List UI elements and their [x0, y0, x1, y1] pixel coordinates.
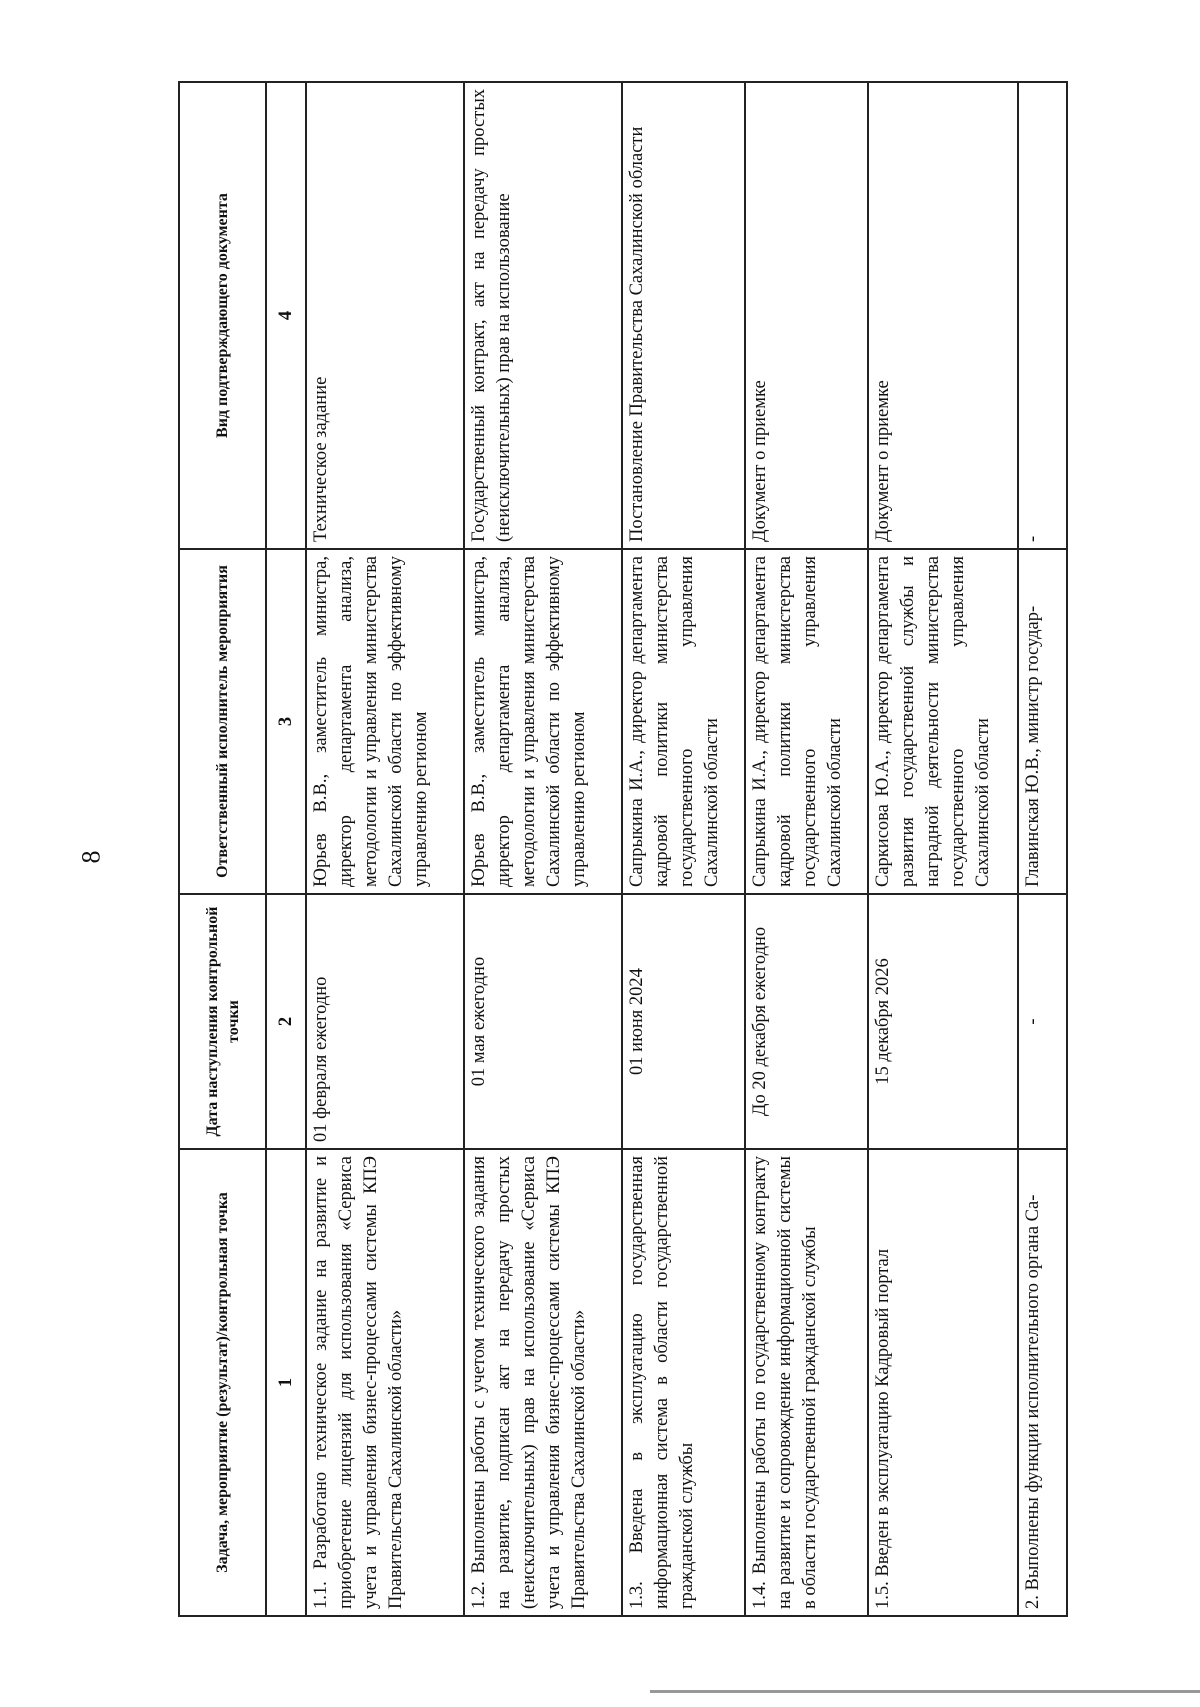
column-number: 3 [266, 549, 306, 894]
table-row [306, 82, 464, 1616]
date-cell: 01 мая ежегодно [464, 894, 622, 1149]
task-cell: 1.2. Выполнены работы с учетом технического задания на развитие, подписан акт на передачу простых (неисключительных) прав на использование «Сервиса учета и управления бизнес-процессами системы КПЭ Правительства Сахалинской области» [464, 1149, 622, 1616]
document-cell: - [1018, 82, 1067, 549]
executor-cell: Сапрыкина И.А., директор департамента кадровой политики министерства государственного управления Сахалинской области [745, 549, 868, 894]
executor-cell: Сапрыкина И.А., директор департамента кадровой политики министерства государственного управления Сахалинской области [622, 549, 745, 894]
activities-table [178, 81, 1068, 1617]
task-cell: 1.1. Разработано техническое задание на развитие и приобретение лицензий для использования «Сервиса учета и управления бизнес-процессами системы КПЭ Правительства Сахалинской области» [306, 1149, 464, 1616]
table-row [745, 82, 868, 1616]
document-cell: Документ о приемке [868, 82, 1018, 549]
executor-cell: Юрьев В.В., заместитель министра, директор департамента анализа, методологии и управления министерства Сахалинской области по эффективному управлению регионом [464, 549, 622, 894]
task-cell: 1.5. Введен в эксплуатацию Кадровый портал [868, 1149, 1018, 1616]
header-executor: Ответственный исполнитель мероприятия [179, 549, 266, 894]
document-cell: Государственный контракт, акт на передачу простых (неисключительных) прав на использование [464, 82, 622, 549]
table-row [622, 82, 745, 1616]
date-cell: 01 февраля ежегодно [306, 894, 464, 1149]
date-cell: 15 декабря 2026 [868, 894, 1018, 1149]
table-row [1018, 82, 1067, 1616]
task-cell: 2. Выполнены функции исполнительного органа Са- [1018, 1149, 1067, 1616]
executor-cell: Главинская Ю.В., министр государ- [1018, 549, 1067, 894]
executor-cell: Юрьев В.В., заместитель министра, директор департамента анализа, методологии и управления министерства Сахалинской области по эффективному управлению регионом [306, 549, 464, 894]
date-cell: - [1018, 894, 1067, 1149]
task-cell: 1.4. Выполнены работы по государственному контракту на развитие и сопровождение информационной системы в области государственной гражданской службы [745, 1149, 868, 1616]
rotated-table-container [178, 83, 1068, 1617]
task-cell: 1.3. Введена в эксплуатацию государственная информационная система в области государственной гражданской службы [622, 1149, 745, 1616]
scan-edge-line [650, 1690, 1200, 1693]
document-cell: Техническое задание [306, 82, 464, 549]
executor-cell: Саркисова Ю.А., директор департамента развития государственной службы и наградной деятельности министерства государственного управления Сахалинской области [868, 549, 1018, 894]
document-cell: Документ о приемке [745, 82, 868, 549]
date-cell: До 20 декабря ежегодно [745, 894, 868, 1149]
header-document: Вид подтверждающего документа [179, 82, 266, 549]
date-cell: 01 июня 2024 [622, 894, 745, 1149]
table-row [868, 82, 1018, 1616]
header-task: Задача, мероприятие (результат)/контрольная точка [179, 1149, 266, 1616]
document-cell: Постановление Правительства Сахалинской области [622, 82, 745, 549]
column-number: 1 [266, 1149, 306, 1616]
column-number: 2 [266, 894, 306, 1149]
page-number: 8 [76, 850, 106, 864]
header-date: Дата наступления контрольной точки [179, 894, 266, 1149]
column-number: 4 [266, 82, 306, 549]
table-row [464, 82, 622, 1616]
